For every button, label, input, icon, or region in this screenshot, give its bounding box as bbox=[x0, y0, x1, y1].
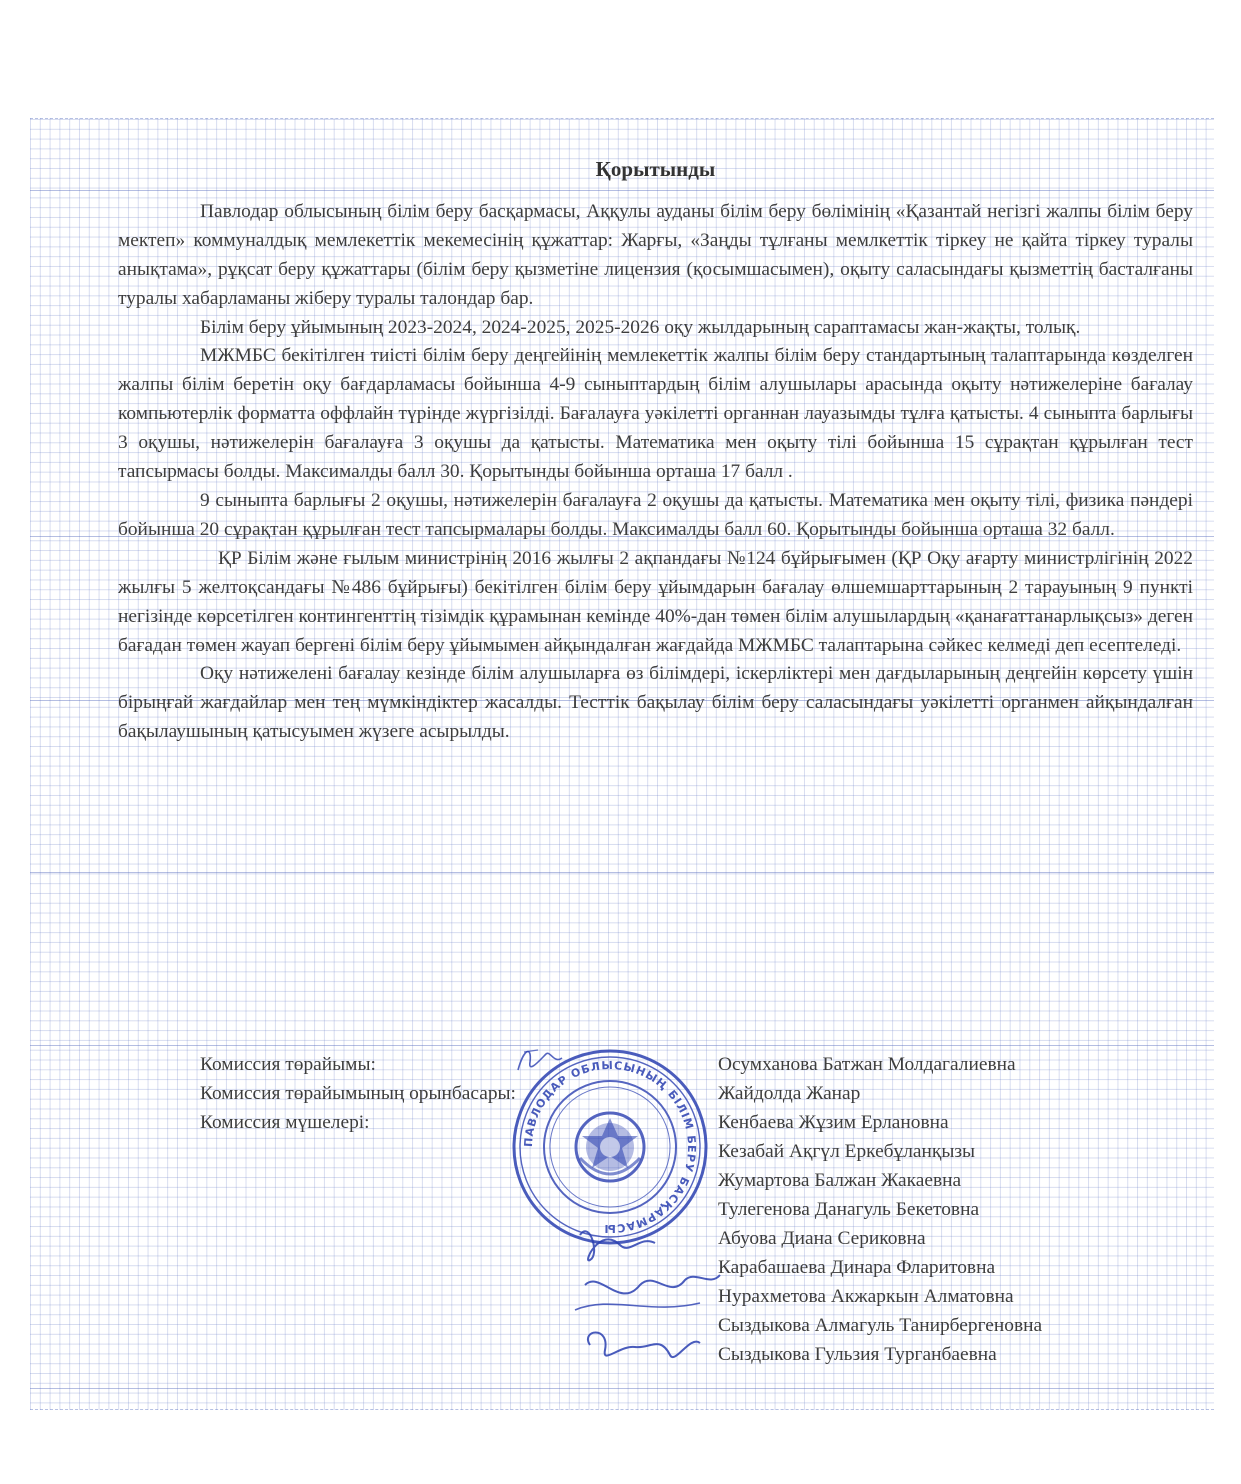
paragraph-criteria: ҚР Білім және ғылым министрінің 2016 жылғы 2 ақпандағы №124 бұйрығымен (ҚР Оқу ағарту министрлігінің 2022 жылғы 5 желтоқсандағы №486 бұйрығы) бекітілген білім беру ұйымдарын бағалау өлшемшарттарының 2 тарауының 9 пункті негізінде көрсетілген контингенттің тізімдік құрамынан кемінде 40%-дан төмен білім алушылардың «қанағаттанарлықсыз» деген бағадан төмен жауап бергені білім беру ұйымымен айқындалған жағдайда МЖМБС талаптарына сәйкес келмеді деп есептеледі. bbox=[118, 547, 1193, 656]
commission-roles bbox=[200, 1050, 516, 1137]
paragraph-conditions: Оқу нәтижелені бағалау кезінде білім алушыларға өз білімдері, іскерліктері мен дағдыларының деңгейін көрсету үшін бірыңғай жағдайлар мен тең мүмкіндіктер жасалды. Тесттік бақылау білім беру саласындағы уәкілетті органмен айқындалған бақылаушының қатысуымен жүзеге асырылды. bbox=[118, 663, 1193, 743]
member-name: Кезабай Ақгүл Еркебұланқызы bbox=[718, 1141, 976, 1162]
member-signatures bbox=[560, 1215, 730, 1375]
member-name: Карабашаева Динара Фларитовна bbox=[718, 1257, 996, 1278]
role-chair: Комиссия төрайымы: bbox=[200, 1054, 376, 1075]
conclusion-document bbox=[118, 155, 1193, 747]
paragraph-documents: Павлодар облысының білім беру басқармасы, Аққулы ауданы білім беру бөлімінің «Қазантай негізгі жалпы білім беру мектеп» коммуналдық мемлекеттік мекемесінің құжаттар: Жарғы, «Заңды тұлғаны мемлкеттік тіркеу не қайта тіркеу туралы анықтама», рұқсат беру құжаттары (білім беру қызметіне лицензия (қосымшасымен), оқыту саласындағы қызметтің басталғаны туралы хабарламаны жіберу туралы талондар бар. bbox=[118, 200, 1193, 309]
paragraph-grade-4-assessment: МЖМБС бекітілген тиісті білім беру деңгейінің мемлекеттік жалпы білім беру стандартының талаптарында көзделген жалпы білім беретін оқу бағдарламасы бойынша 4-9 сыныптардың білім алушылары арасында оқыту нәтижелеріне бағалау компьютерлік форматта оффлайн түрінде жүргізілді. Бағалауға уәкілетті органнан лауазымды тұлға қатысты. 4 сыныпта барлығы 3 оқушы, нәтижелерін бағалауға 3 оқушы да қатысты. Математика мен оқыту тілі бойынша 15 сұрақтан құрылған тест тапсырмасы болды. Максималды балл 30. Қорытынды бойынша орташа 17 балл . bbox=[118, 345, 1193, 483]
grid-rule bbox=[30, 872, 1214, 873]
member-name: Осумханова Батжан Молдагалиевна bbox=[718, 1054, 1016, 1075]
member-name: Нурахметова Акжаркын Алматовна bbox=[718, 1286, 1014, 1307]
member-name: Сыздыкова Алмагуль Танирбергеновна bbox=[718, 1315, 1043, 1336]
stamp-text: ПАВЛОДАР ОБЛЫСЫНЫҢ БІЛІМ БЕРУ БАСҚАРМАСЫ bbox=[521, 1058, 699, 1236]
paragraph-analysis: Білім беру ұйымының 2023-2024, 2024-2025, 2025-2026 оқу жылдарының сараптамасы жан-жақты, толық. bbox=[200, 316, 1081, 338]
member-name: Тулегенова Данагуль Бекетовна bbox=[718, 1199, 980, 1220]
role-deputy-chair: Комиссия төрайымының орынбасары: bbox=[200, 1083, 516, 1104]
member-name: Абуова Диана Сериковна bbox=[718, 1228, 926, 1249]
member-name: Жайдолда Жанар bbox=[718, 1083, 861, 1104]
role-members: Комиссия мүшелері: bbox=[200, 1112, 370, 1133]
paragraph-grade-9-assessment: 9 сыныпта барлығы 2 оқушы, нәтижелерін бағалауға 2 оқушы да қатысты. Математика мен оқыту тілі, физика пәндері бойынша 20 сұрақтан құрылған тест тапсырмалары болды. Максималды балл 60. Қорытынды бойынша орташа 32 балл. bbox=[118, 489, 1193, 540]
member-name: Жумартова Балжан Жакаевна bbox=[718, 1170, 962, 1191]
document-title: Қорытынды bbox=[595, 157, 716, 181]
commission-names bbox=[718, 1050, 1042, 1369]
member-name: Сыздыкова Гульзия Турганбаевна bbox=[718, 1344, 997, 1365]
grid-rule bbox=[30, 1388, 1214, 1389]
member-name: Кенбаева Жұзим Ерлановна bbox=[718, 1112, 949, 1133]
